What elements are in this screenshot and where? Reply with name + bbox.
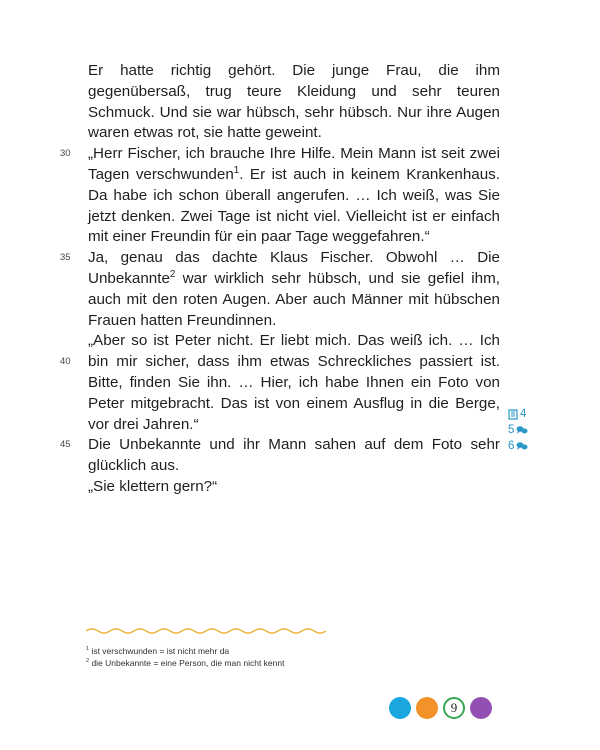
speech-icon xyxy=(516,441,528,451)
footnote xyxy=(86,645,284,657)
line-number: 40 xyxy=(60,356,71,367)
page-number: 9 xyxy=(443,697,465,719)
footnote xyxy=(86,657,284,669)
footnote-number: 1 xyxy=(86,646,90,653)
exercise-number: 6 xyxy=(508,439,515,452)
blue-dot xyxy=(389,697,411,719)
exercise-number: 5 xyxy=(508,423,515,436)
paragraph: „Sie klettern gern?“ xyxy=(88,477,218,495)
line-number: 45 xyxy=(60,439,71,450)
paragraph-text: Ja, genau das dachte Klaus Fischer. Obwohl … Die Unbekannte xyxy=(88,249,500,287)
exercise-marker[interactable] xyxy=(508,406,528,422)
speech-icon xyxy=(516,425,528,435)
footnote-separator xyxy=(86,627,330,635)
exercise-marker[interactable] xyxy=(508,438,528,454)
footnote-ref: 1 xyxy=(233,164,240,176)
paragraph: „Aber so ist Peter nicht. Er liebt mich. Das weiß ich. … Ich bin mir sicher, dass ihm etwas Schreckliches passiert ist. Bitte, finden Sie ihn. … Hier, ich habe Ihnen ein Foto von Peter mitgebracht. Das ist von einem Ausflug in die Berge, vor drei Jahren.“ xyxy=(88,332,500,433)
footnotes xyxy=(86,645,284,669)
footnote-ref: 2 xyxy=(169,268,176,280)
paragraph: Er hatte richtig gehört. Die junge Frau, die ihm gegenübersaß, trug teure Kleidung und sehr teuren Schmuck. Und sie war hübsch, sehr hübsch. Nur ihre Augen waren etwas rot, sie hatte geweint. xyxy=(88,62,500,142)
story-text xyxy=(88,61,500,498)
orange-dot xyxy=(416,697,438,719)
purple-dot xyxy=(470,697,492,719)
paragraph-text: war wirklich sehr hübsch, und sie gefiel ihm, auch mit den roten Augen. Aber auch Männer mit hübschen Frauen hatten Freundinnen. xyxy=(88,269,500,329)
paragraph xyxy=(88,248,500,331)
paragraph-text: . Er ist auch in keinem Krankenhaus. Da habe ich schon überall angerufen. … Ich weiß, was Sie jetzt denken. Zwei Tage ist nicht viel. Vielleicht ist er einfach mit einer Freundin für ein paar Tage weggefahren.“ xyxy=(88,165,500,246)
page-dots xyxy=(389,697,492,719)
exercise-number: 4 xyxy=(520,407,527,420)
paragraph: Die Unbekannte und ihr Mann sahen auf dem Foto sehr glücklich aus. xyxy=(88,436,500,475)
exercise-marker[interactable] xyxy=(508,422,528,438)
footnote-text: die Unbekannte = eine Person, die man nicht kennt xyxy=(89,658,285,668)
footnote-text: ist verschwunden = ist nicht mehr da xyxy=(89,646,230,656)
exercise-markers xyxy=(508,406,528,454)
line-number: 30 xyxy=(60,148,71,159)
book-icon xyxy=(508,409,518,420)
footnote-number: 2 xyxy=(86,658,90,665)
paragraph-text: „Herr Fischer, ich brauche Ihre Hilfe. Mein Mann ist seit zwei Tagen verschwunden xyxy=(88,145,500,183)
line-number: 35 xyxy=(60,252,71,263)
paragraph xyxy=(88,144,500,248)
